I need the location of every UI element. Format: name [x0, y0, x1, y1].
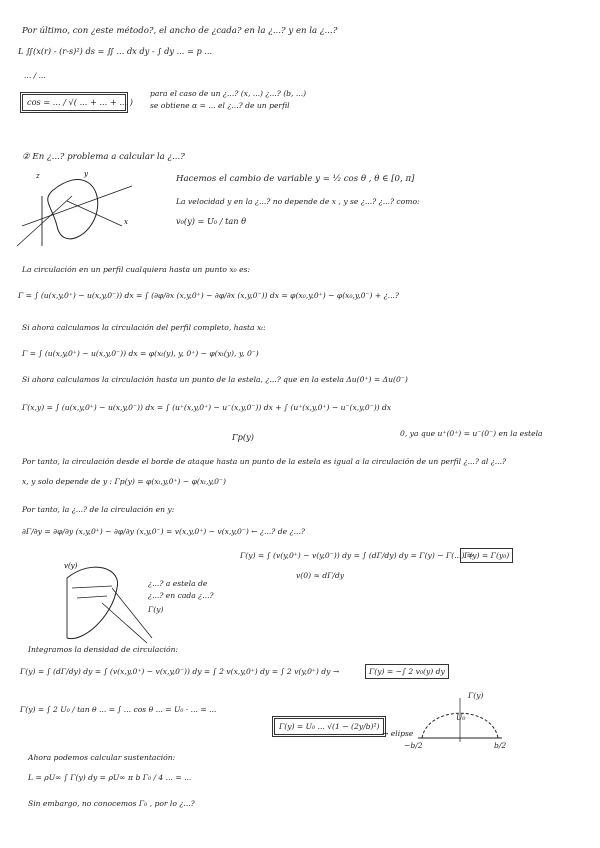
circulation-eq-1: Γ = ∫ (u(x,y,0⁺) − u(x,y,0⁻)) dx = ∫ (∂φ/∂x (x,y,0⁺) − ∂φ/∂x (x,y,0⁻)) dx = φ(x₀,y,0⁺) − φ(x₀,y,0⁻) + ¿...? — [18, 291, 399, 300]
ellipse-peak: U₀ — [456, 713, 466, 722]
fig2-note-c: Γ(y) — [148, 605, 164, 614]
lift-equation: L = ρU∞ ∫ Γ(y) dy = ρU∞ π b Γ₀ / 4 ... = ... — [28, 773, 192, 782]
side-note-2: se obtiene α = ... el ¿...? de un perfil — [150, 101, 290, 110]
conclusion-3: Por tanto, la ¿...? de la circulación en y: — [22, 505, 175, 514]
conclusion-1: Por tanto, la circulación desde el borde de ataque hasta un punto de la estela es igual a la circulación de un perfil ¿...? al ¿...? — [22, 457, 507, 466]
lift-intro: Ahora podemos calcular sustentación: — [28, 753, 176, 762]
circulation-note-3: Si ahora calculamos la circulación hasta un punto de la estela, ¿...? que en la estela Δu(0⁺) = Δu(0⁻) — [22, 375, 408, 384]
text-line-1: Por último, con ¿este método?, el ancho de ¿cada? en la ¿...? y en la ¿...? — [22, 26, 338, 36]
integrate-eq-1: Γ(y) = ∫ (dΓ/dy) dy = ∫ (v(x,y,0⁺) − v(x,y,0⁻)) dy = ∫ 2 v(x,y,0⁺) dy = ∫ 2 v(y,0⁺) dy → — [20, 667, 340, 676]
conclusion-2: x, y solo depende de y : Γp(y) = φ(xₜ,y,0⁺) − φ(xₜ,y,0⁻) — [22, 477, 226, 486]
svg-text:x: x — [124, 218, 128, 226]
wake-note: 0, ya que u⁺(0⁺) = u⁻(0⁻) en la estela — [400, 429, 543, 438]
gamma-y-eq: Γ(y) = ∫ (v(y,0⁺) − v(y,0⁻)) dy = ∫ (dΓ/dy) dy = Γ(y) − Γ(...) ⇒ — [240, 551, 474, 560]
svg-text:z: z — [36, 172, 40, 180]
integrate-intro: Integramos la densidad de circulación: — [28, 645, 179, 654]
wing-sketch-figure — [12, 166, 142, 256]
equation-fraction: ... / ... — [24, 71, 46, 80]
velocity-eq: v₀(y) = U₀ / tan θ — [176, 216, 247, 226]
circulation-note-2: Si ahora calculamos la circulación del perfil completo, hasta xₜ: — [22, 323, 266, 332]
closing-note: Sin embargo, no conocemos Γ₀ , por lo ¿...? — [28, 799, 195, 808]
ellipse-left-bound: −b/2 — [404, 741, 423, 750]
wake-sketch-figure — [52, 548, 162, 648]
equation-lift: L ∬(x(r) - (r-s)²) ds = ∬ ... dx dy - ∫ dy ... = p ... — [18, 46, 213, 56]
v0-label: v(0) ≈ dΓ/dy — [296, 571, 345, 580]
ellipse-right-bound: b/2 — [494, 741, 507, 750]
gamma-p-label: Γp(y) — [232, 432, 254, 442]
circulation-eq-3: Γ(x,y) = ∫ (u(x,y,0⁺) − u(x,y,0⁻)) dx = ∫ (u⁺(x,y,0⁺) − u⁻(x,y,0⁻)) dx + ∫ (u⁺(x,y,0⁺) − u⁻(x,y,0⁻)) dx — [22, 403, 392, 412]
circulation-intro: La circulación en un perfil cualquiera hasta un punto x₀ es: — [22, 265, 251, 274]
ellipse-note: → elipse — [382, 729, 414, 738]
circulation-eq-2: Γ = ∫ (u(x,y,0⁺) − u(x,y,0⁻)) dx = φ(xₜ(y), y, 0⁺) − φ(xₜ(y), y, 0⁻) — [22, 349, 259, 358]
integrate-eq-2: Γ(y) = ∫ 2 U₀ / tan θ ... = ∫ ... cos θ ... = U₀ · ... = ... — [20, 705, 217, 714]
integrate-box-2: Γ(y) = U₀ ... √(1 − (2y/b)²) — [272, 716, 386, 737]
change-variable: Hacemos el cambio de variable y = ¹⁄₂ cos θ , θ ∈ [0, π] — [176, 174, 415, 184]
svg-text:y: y — [84, 170, 88, 178]
section-2-heading: ② En ¿...? problema a calcular la ¿...? — [22, 152, 185, 162]
svg-text:v(y): v(y) — [64, 562, 78, 570]
ellipse-gamma-label: Γ(y) — [468, 691, 484, 700]
side-note-1: para el caso de un ¿...? (x, ...) ¿...? (b, ...) — [150, 89, 307, 98]
fig2-note-b: ¿...? en cada ¿...? — [148, 591, 214, 600]
gamma-y-box: Γ(y) = Γ(y₀) — [460, 548, 513, 563]
integrate-box-1: Γ(y) = −∫ 2 v₀(y) dy — [365, 664, 449, 679]
velocity-note: La velocidad y en la ¿...? no depende de x , y se ¿...? ¿...? como: — [176, 197, 420, 206]
boxed-equation-1: cos = ... / √( ... + ... + ... ) — [20, 92, 128, 113]
derivative-eq: ∂Γ/∂y = ∂φ/∂y (x,y,0⁺) − ∂φ/∂y (x,y,0⁻) = v(x,y,0⁺) − v(x,y,0⁻) ← ¿...? de ¿...? — [22, 527, 305, 536]
fig2-note-a: ¿...? a estela de — [148, 579, 208, 588]
